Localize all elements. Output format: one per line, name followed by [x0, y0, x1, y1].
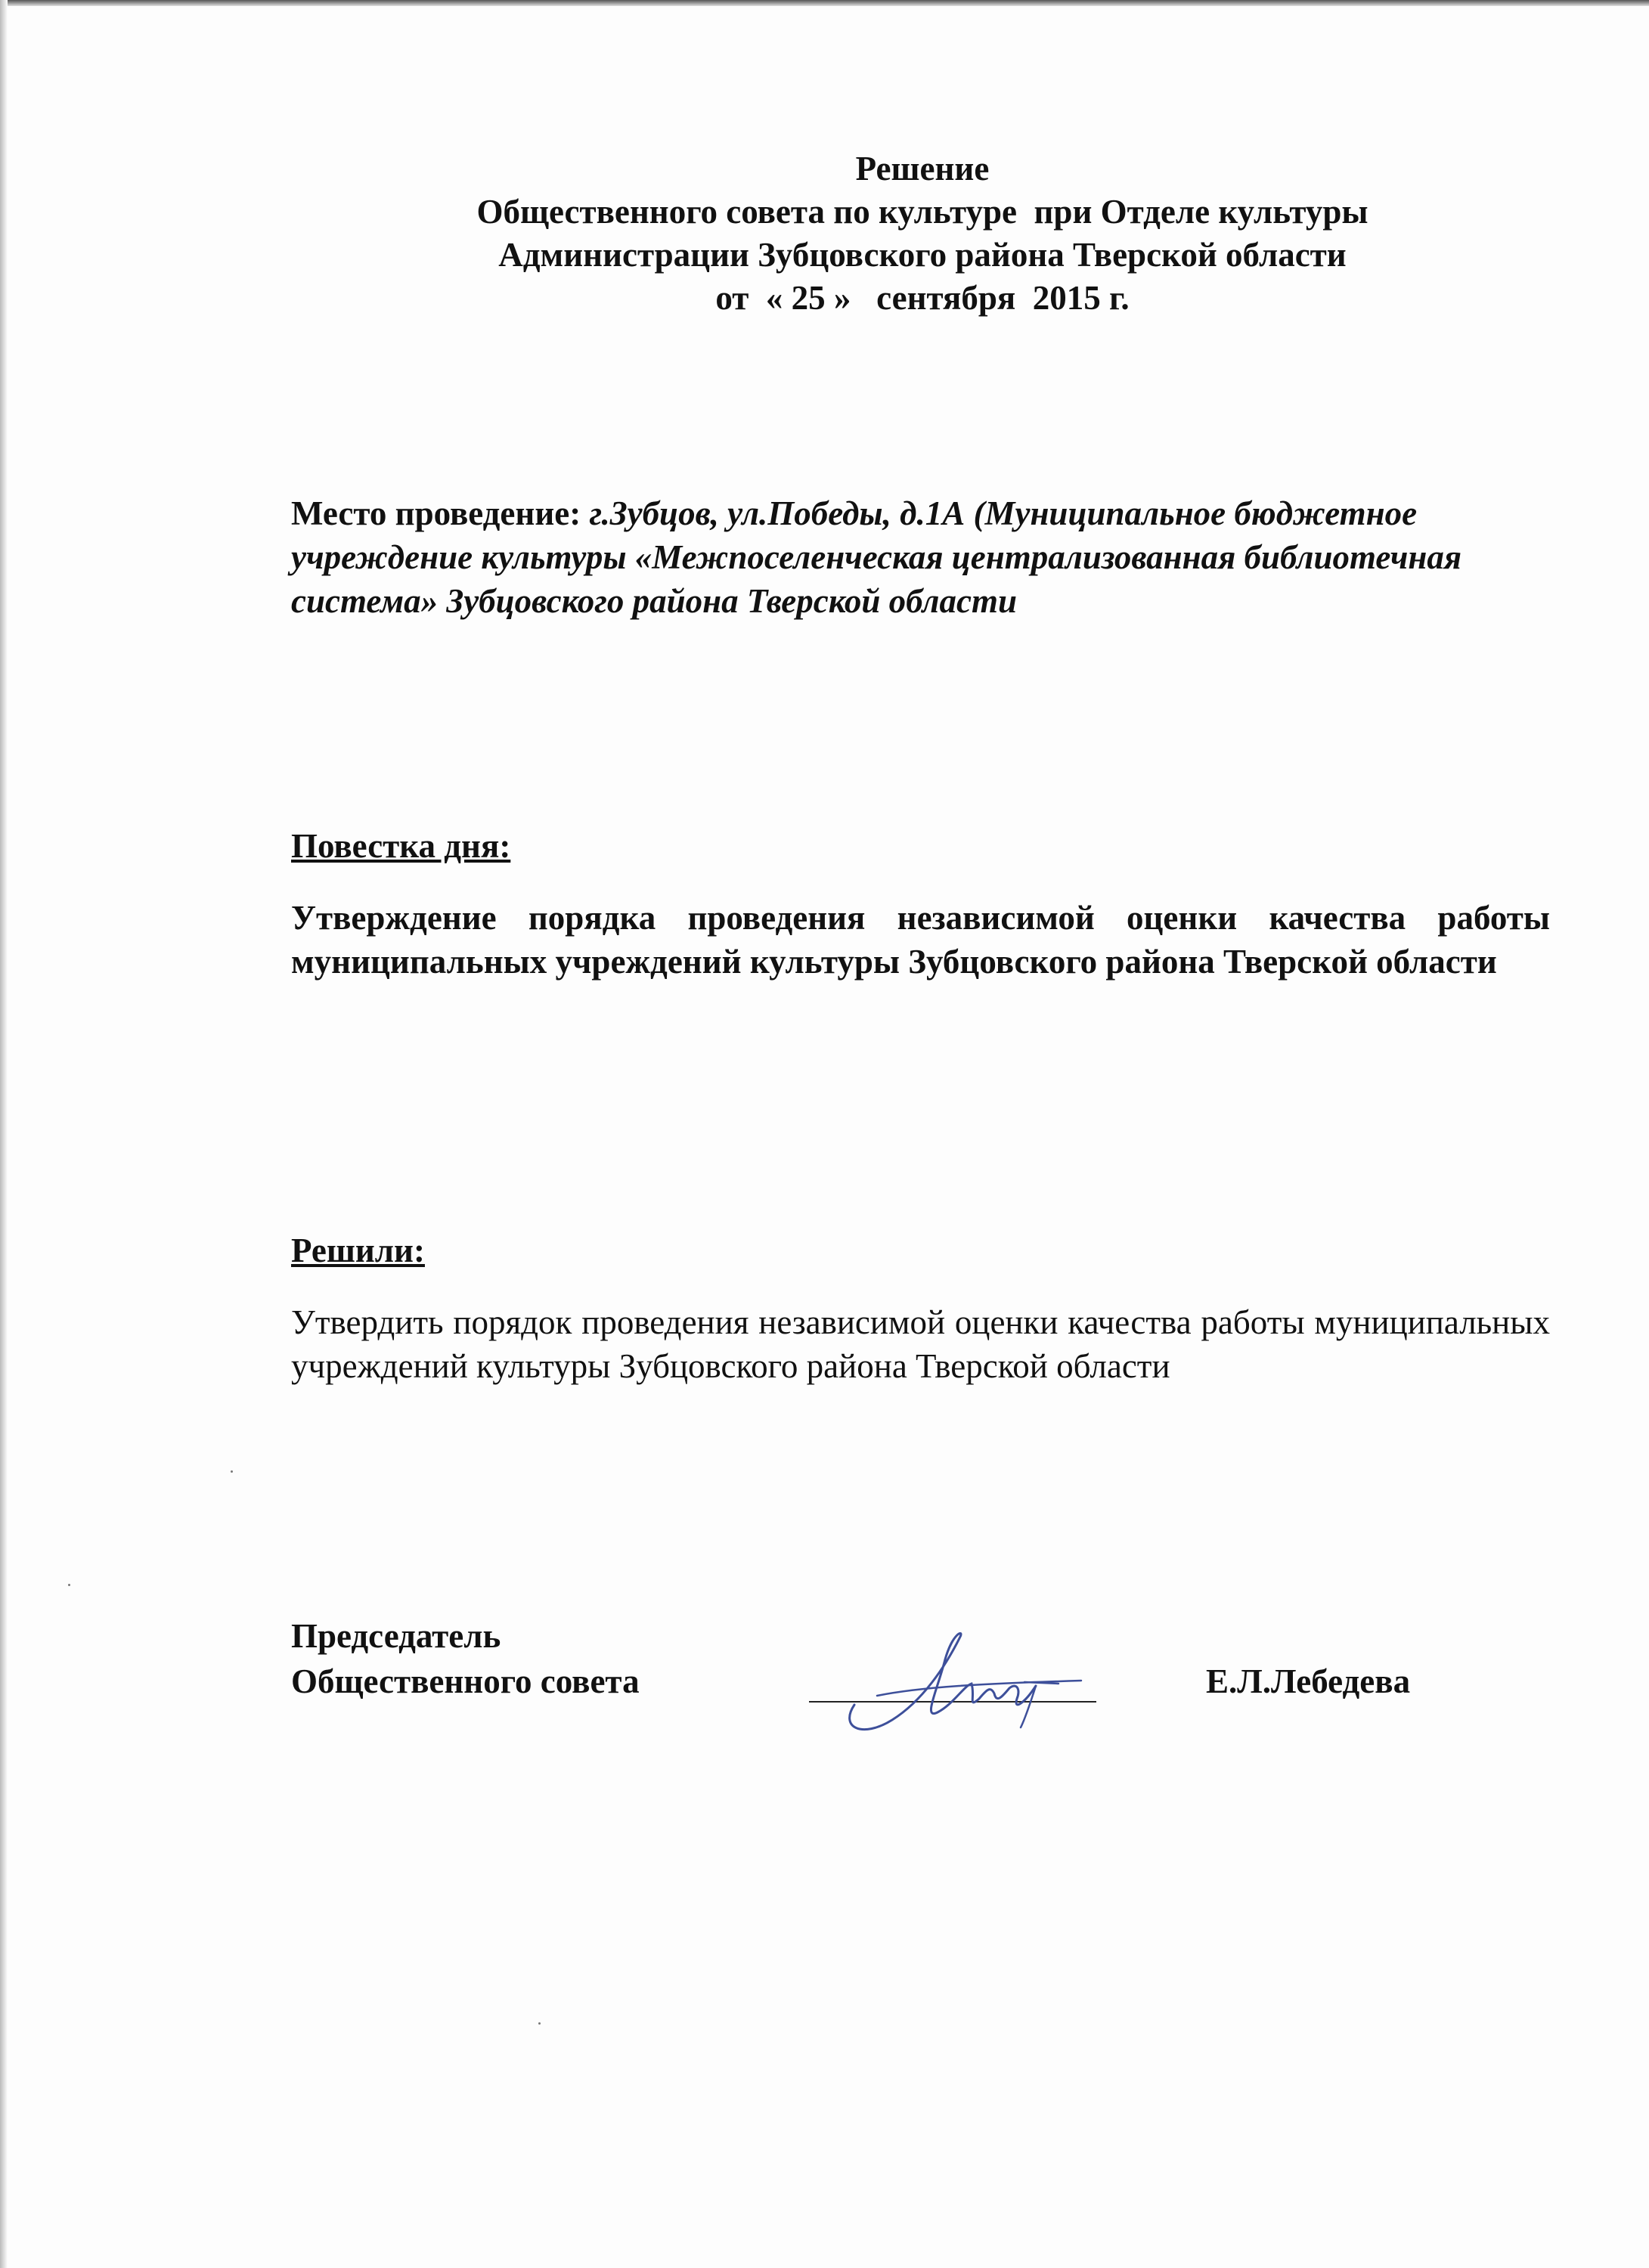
agenda-heading: Повестка дня: [291, 827, 511, 865]
scan-edge-left [0, 0, 8, 2268]
chair-organization: Общественного совета [291, 1662, 640, 1700]
venue-value: г.Зубцов, ул.Победы, д.1А (Муниципальное бюджетное учреждение культуры «Межпоселенческая централизованная библиотечная система» Зубцовского района Тверской области [291, 494, 1462, 620]
heading-administration: Администрации Зубцовского района Тверской области [498, 236, 1347, 274]
chair-name: Е.Л.Лебедева [1206, 1662, 1411, 1700]
venue-paragraph [291, 491, 1550, 623]
venue-label: Место проведение: [291, 494, 581, 532]
scan-speck [68, 1584, 70, 1586]
decision-text: Утвердить порядок проведения независимой оценки качества работы муниципальных учреждений культуры Зубцовского района Тверской области [291, 1303, 1550, 1385]
heading-council: Общественного совета по культуре при Отделе культуры [476, 193, 1368, 231]
heading-title: Решение [855, 150, 990, 187]
scan-speck [231, 1470, 233, 1473]
document-heading [0, 147, 1649, 320]
handwritten-signature [832, 1614, 1104, 1743]
scan-speck [538, 2022, 541, 2025]
chair-title: Председатель [291, 1617, 501, 1655]
heading-date: от « 25 » сентября 2015 г. [715, 279, 1130, 317]
scan-edge-top [0, 0, 1649, 6]
agenda-text: Утверждение порядка проведения независимой оценки качества работы муниципальных учреждений культуры Зубцовского района Тверской области [291, 899, 1550, 981]
decision-heading: Решили: [291, 1232, 425, 1269]
